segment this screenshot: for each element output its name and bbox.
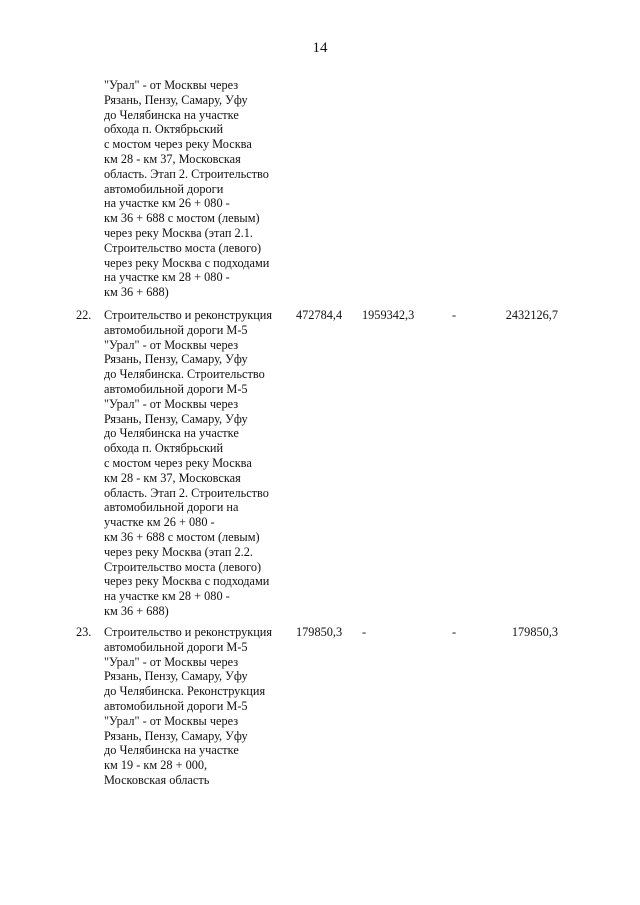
- row-value-col1: 472784,4: [296, 308, 343, 322]
- row-value-col1: 179850,3: [296, 625, 343, 639]
- row-description: Строительство и реконструкция автомобильной дороги М-5 "Урал" - от Москвы через Рязань, Пензу, Самару, Уфу до Челябинска. Строительство автомобильной дороги М-5 "Урал" - от Москвы через Рязань, Пензу, Самару, Уфу до Челябинска на участке обхода п. Октябрьский с мостом через реку Москва км 28 - км 37, Московская область. Этап 2. Строительство автомобильной дороги на участке км 26 + 080 - км 36 + 688 с мостом (левым) через реку Москва (этап 2.2. Строительство моста (левого) через реку Москва с подходами на участке км 28 + 080 - км 36 + 688): [104, 308, 273, 618]
- row-number: 22.: [76, 308, 92, 322]
- row-number: 23.: [76, 625, 92, 639]
- page-number: 14: [312, 40, 328, 56]
- row-value-col3: -: [452, 625, 457, 639]
- row-value-col2: -: [362, 625, 367, 639]
- row-description: Строительство и реконструкция автомобильной дороги М-5 "Урал" - от Москвы через Рязань, Пензу, Самару, Уфу до Челябинска. Реконструкция автомобильной дороги М-5 "Урал" - от Москвы через Рязань, Пензу, Самару, Уфу до Челябинска на участке км 19 - км 28 + 000, Московская область: [104, 625, 273, 787]
- row-value-total: 2432126,7: [505, 308, 558, 322]
- row-value-total: 179850,3: [511, 625, 558, 639]
- row-value-col3: -: [452, 308, 457, 322]
- row-value-col2: 1959342,3: [362, 308, 415, 322]
- continued-row-description: "Урал" - от Москвы через Рязань, Пензу, Самару, Уфу до Челябинска на участке обхода п. Октябрьский с мостом через реку Москва км 28 - км 37, Московская область. Этап 2. Строительство автомобильной дороги на участке км 26 + 080 - км 36 + 688 с мостом (левым) через реку Москва (этап 2.1. Строительство моста (левого) через реку Москва с подходами на участке км 28 + 080 - км 36 + 688): [104, 78, 270, 300]
